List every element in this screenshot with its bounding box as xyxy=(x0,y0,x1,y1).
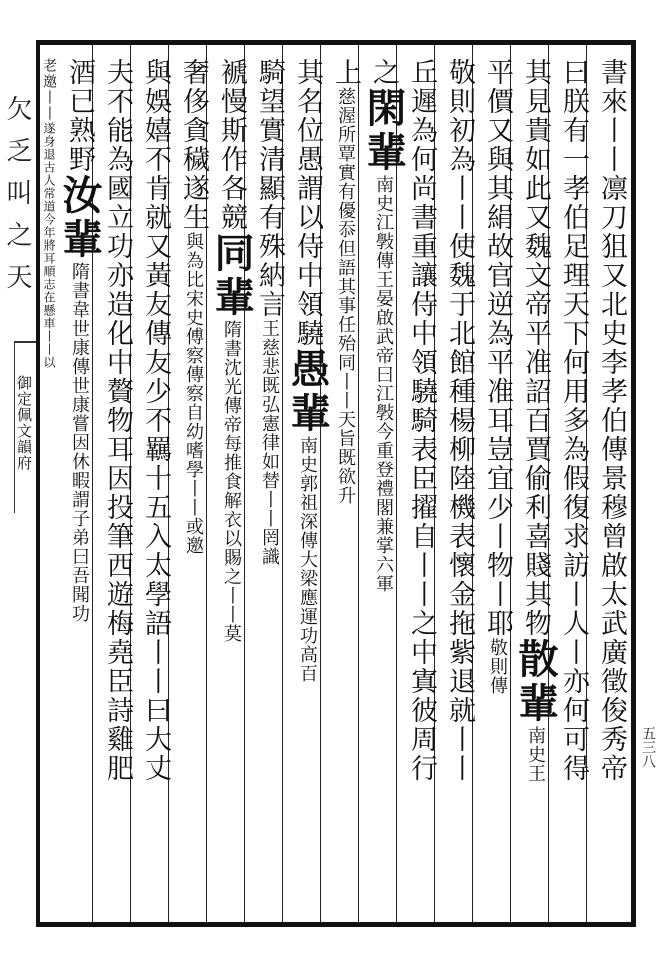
annotation-text: 南史王 xyxy=(525,726,546,783)
annotation-text: 南史郭祖深傳大梁應運功高百 xyxy=(297,436,318,683)
text-column-7 xyxy=(360,58,407,593)
column-text: 奢侈貪穢遂生 xyxy=(178,58,209,232)
column-text: 騎望實清顯有殊納言 xyxy=(254,58,285,319)
annotation-text: 隋書韋世康傳世康嘗因休暇謂子弟曰吾聞功 xyxy=(69,262,90,623)
text-column-13 xyxy=(134,58,176,783)
annotation-text: 慈渥所覃實有優忝但語其事任殆同丨丨天旨既欲升 xyxy=(335,87,356,505)
previous-page-fragment: 欠乏叫之天 xyxy=(2,95,32,305)
top-border xyxy=(36,40,636,45)
text-column-8 xyxy=(324,58,366,505)
headword: 同輩 xyxy=(208,232,255,320)
annotation-text: 南史江斅傳王晏啟武帝曰江斅今重登禮閣兼掌六軍 xyxy=(373,175,394,593)
column-text: 書來丨丨凛刀狙又北史李孝伯傳景穆曾啟太武廣徵俊秀帝 xyxy=(596,58,627,783)
text-column-15 xyxy=(56,58,103,623)
column-text: 平價又與其絹故官逆為平准耳豈宜少丨物丨耶 xyxy=(482,58,513,638)
text-column-3 xyxy=(512,58,559,783)
text-column-4 xyxy=(476,58,518,695)
annotation-text: 與為比宋史傅察傳察自幼嗜學丨丨或邀 xyxy=(183,232,204,555)
annotation-text: 遂身退古人常道今年將耳順志在懸車丨丨以 xyxy=(42,122,56,369)
headword: 閑輩 xyxy=(360,87,407,175)
column-text: 夫不能為國立功亦造化中贅物耳因投筆西遊梅堯臣詩雞肥 xyxy=(102,58,133,783)
text-column-12 xyxy=(172,58,214,555)
column-text: 與娛嬉不肯就又黃友傳友少不羈十五入太學語丨丨曰大丈 xyxy=(140,58,171,783)
text-column-16 xyxy=(40,58,58,369)
text-column-14 xyxy=(96,58,138,783)
text-column-9 xyxy=(284,58,331,683)
column-text: 上 xyxy=(330,58,361,87)
column-text: 之 xyxy=(368,58,399,87)
headword: 愚輩 xyxy=(284,348,331,436)
page-number: 五三八 xyxy=(640,726,656,768)
column-text: 老邀丨丨 xyxy=(41,58,57,122)
headword: 汝輩 xyxy=(56,174,103,262)
column-text: 曰朕有一孝伯足理天下何用多為假復求訪丨人丨亦何可得 xyxy=(558,58,589,783)
annotation-text: 王慈悲既弘憲律如替丨丨罔識 xyxy=(259,319,280,566)
column-text: 酒已熟野 xyxy=(64,58,95,174)
left-margin xyxy=(0,45,36,922)
headword: 散輩 xyxy=(512,638,559,726)
spine-title: 御定佩文韻府 xyxy=(15,375,33,471)
column-text: 褫慢斯作各競 xyxy=(216,58,247,232)
annotation-text: 隋書沈光傳帝每推食解衣以賜之丨丨莫 xyxy=(221,320,242,643)
column-text: 丘遲為何尚書重讓侍中領驍騎表臣擢自丨丨之中寘彼周行 xyxy=(406,58,437,783)
bottom-border xyxy=(36,922,636,927)
column-text: 敬則初為丨丨使魏于北館種楊柳陸機表懷金拖紫退就丨丨 xyxy=(444,58,475,783)
column-text: 其名位愚謂以侍中領驍 xyxy=(292,58,323,348)
annotation-text: 敬則傳 xyxy=(487,638,508,695)
text-column-5 xyxy=(438,58,480,783)
text-column-1 xyxy=(590,58,632,783)
text-column-11 xyxy=(208,58,255,643)
column-text: 其見貴如此又魏文帝平准詔百賈偷利喜賤其物 xyxy=(520,58,551,638)
